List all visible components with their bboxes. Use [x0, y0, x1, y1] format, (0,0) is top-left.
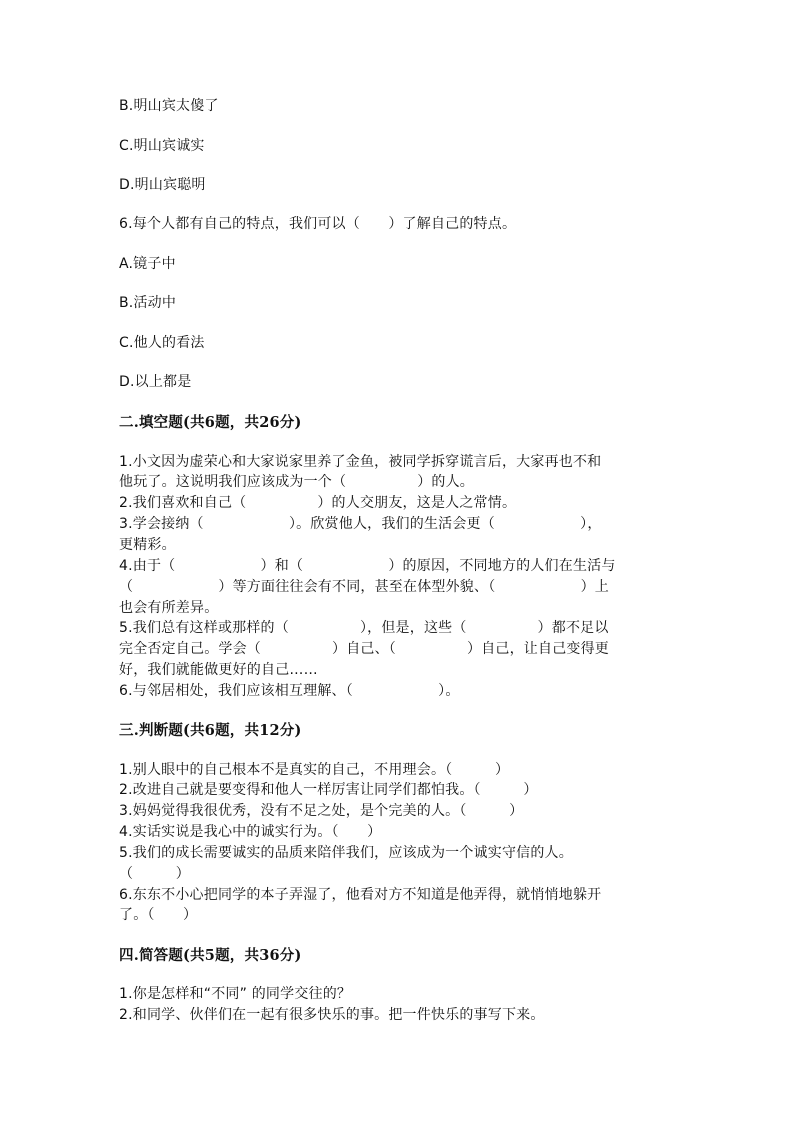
- short-answer-q1: 1.你是怎样和“不同” 的同学交往的？: [119, 986, 352, 1002]
- fill-q6: 6.与邻居相处，我们应该相互理解、（ ）。: [119, 683, 460, 699]
- judge-q4: 4.实话实说是我心中的诚实行为。（ ）: [119, 824, 382, 840]
- option-c-q5: C.明山宾诚实: [119, 138, 205, 154]
- judge-q6-line2: 了。（ ）: [119, 907, 198, 923]
- section-4-title: 四.简答题(共5题，共36分): [119, 947, 302, 964]
- fill-q5-line1: 5.我们总有这样或那样的（ ），但是，这些（ ）都不足以: [119, 620, 609, 636]
- section-3-title: 三.判断题(共6题，共12分): [119, 722, 302, 739]
- option-c-q6: C.他人的看法: [119, 335, 205, 351]
- question-6-stem: 6.每个人都有自己的特点，我们可以（ ）了解自己的特点。: [119, 216, 517, 232]
- fill-q4-line1: 4.由于（ ）和（ ）的原因，不同地方的人们在生活与: [119, 558, 616, 574]
- option-b-q5: B.明山宾太傻了: [119, 98, 219, 114]
- fill-q2: 2.我们喜欢和自己（ ）的人交朋友，这是人之常情。: [119, 495, 517, 511]
- fill-q4-line2: （ ）等方面往往会有不同，甚至在体型外貌、（ ）上: [119, 579, 609, 595]
- option-b-q6: B.活动中: [119, 295, 177, 311]
- fill-q5-line2: 完全否定自己。学会（ ）自己、（ ）自己，让自己变得更: [119, 641, 609, 657]
- fill-q3-line2: 更精彩。: [119, 537, 176, 553]
- fill-q5-line3: 好，我们就能做更好的自己……: [119, 662, 318, 678]
- fill-q4-line3: 也会有所差异。: [119, 600, 219, 616]
- fill-q1-line2: 他玩了。这说明我们应该成为一个（ ）的人。: [119, 474, 474, 490]
- short-answer-q2: 2.和同学、伙伴们在一起有很多快乐的事。把一件快乐的事写下来。: [119, 1007, 545, 1023]
- judge-q3: 3.妈妈觉得我很优秀，没有不足之处，是个完美的人。（ ）: [119, 803, 524, 819]
- option-a-q6: A.镜子中: [119, 256, 176, 272]
- section-2-title: 二.填空题(共6题，共26分): [119, 414, 302, 431]
- judge-q6-line1: 6.东东不小心把同学的本子弄湿了，他看对方不知道是他弄得，就悄悄地躲开: [119, 887, 602, 903]
- fill-q1-line1: 1.小文因为虚荣心和大家说家里养了金鱼，被同学拆穿谎言后，大家再也不和: [119, 454, 602, 470]
- judge-q5-line2: （ ）: [119, 866, 190, 882]
- option-d-q5: D.明山宾聪明: [119, 177, 206, 193]
- option-d-q6: D.以上都是: [119, 374, 192, 390]
- judge-q5-line1: 5.我们的成长需要诚实的品质来陪伴我们，应该成为一个诚实守信的人。: [119, 845, 573, 861]
- judge-q1: 1.别人眼中的自己根本不是真实的自己，不用理会。（ ）: [119, 762, 510, 778]
- fill-q3-line1: 3.学会接纳（ ）。欣赏他人，我们的生活会更（ ），: [119, 516, 602, 532]
- judge-q2: 2.改进自己就是要变得和他人一样厉害让同学们都怕我。（ ）: [119, 782, 538, 798]
